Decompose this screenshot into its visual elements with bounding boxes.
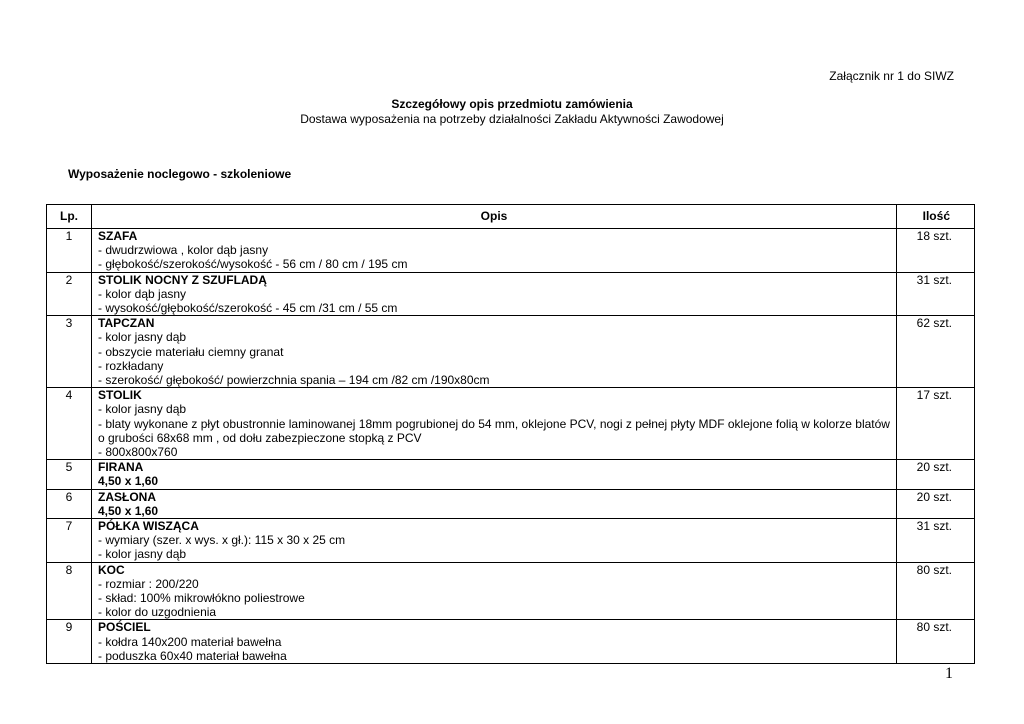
row-quantity: 62 szt. xyxy=(897,316,975,388)
row-description xyxy=(92,316,897,388)
row-description xyxy=(92,460,897,489)
header-qty: Ilość xyxy=(897,205,975,229)
row-number: 1 xyxy=(47,229,92,273)
header-desc: Opis xyxy=(92,205,897,229)
table-row xyxy=(47,229,975,273)
row-number: 9 xyxy=(47,620,92,664)
item-spec-line: - szerokość/ głębokość/ powierzchnia spania – 194 cm /82 cm /190x80cm xyxy=(98,373,490,388)
table-header-row xyxy=(47,205,975,229)
document-title: Szczegółowy opis przedmiotu zamówienia xyxy=(391,97,633,111)
item-spec-line: - kolor jasny dąb xyxy=(98,547,187,562)
row-number: 6 xyxy=(47,489,92,518)
table-row xyxy=(47,460,975,489)
item-spec-line: - rozkładany xyxy=(98,358,164,373)
row-quantity: 20 szt. xyxy=(897,489,975,518)
row-description xyxy=(92,562,897,620)
item-name: TAPCZAN xyxy=(98,316,155,331)
row-quantity: 31 szt. xyxy=(897,519,975,563)
item-name: SZAFA xyxy=(98,229,138,243)
row-number: 7 xyxy=(47,519,92,563)
item-spec-line: - obszycie materiału ciemny granat xyxy=(98,344,284,359)
item-spec-line: - kolor dąb jasny xyxy=(98,286,187,301)
item-name: STOLIK xyxy=(98,388,142,403)
row-number: 3 xyxy=(47,316,92,388)
item-spec-line: - głębokość/szerokość/wysokość - 56 cm / 80 cm / 195 cm xyxy=(98,257,408,272)
table-row xyxy=(47,489,975,518)
row-description xyxy=(92,519,897,563)
table-row xyxy=(47,388,975,460)
row-quantity: 18 szt. xyxy=(897,229,975,273)
item-name: POŚCIEL xyxy=(98,620,151,635)
item-spec-line: - kołdra 140x200 materiał bawełna xyxy=(98,634,282,649)
item-name: KOC xyxy=(98,562,125,577)
item-spec-line: - kolor do uzgodnienia xyxy=(98,605,217,620)
item-dimension-line: 4,50 x 1,60 xyxy=(98,474,159,489)
item-spec-line: - wymiary (szer. x wys. x gł.): 115 x 30 x 25 cm xyxy=(98,533,346,548)
item-spec-line: - wysokość/głębokość/szerokość - 45 cm /31 cm / 55 cm xyxy=(98,301,398,316)
item-spec-line: - rozmiar : 200/220 xyxy=(98,576,199,591)
item-name: ZASŁONA xyxy=(98,489,156,504)
row-number: 4 xyxy=(47,388,92,460)
table-row xyxy=(47,562,975,620)
document-subtitle: Dostawa wyposażenia na potrzeby działalności Zakładu Aktywności Zawodowej xyxy=(300,112,724,126)
item-name: STOLIK NOCNY Z SZUFLADĄ xyxy=(98,272,267,287)
header-lp: Lp. xyxy=(47,205,92,229)
row-number: 5 xyxy=(47,460,92,489)
row-description xyxy=(92,229,897,273)
table-row xyxy=(47,272,975,316)
item-name: FIRANA xyxy=(98,460,144,475)
section-title: Wyposażenie noclegowo - szkoleniowe xyxy=(68,167,292,181)
item-spec-line: - kolor jasny dąb xyxy=(98,402,187,417)
row-quantity: 31 szt. xyxy=(897,272,975,316)
row-quantity: 20 szt. xyxy=(897,460,975,489)
row-description xyxy=(92,388,897,460)
item-spec-line: - blaty wykonane z płyt obustronnie laminowanej 18mm pogrubionej do 54 mm, oklejone PCV, nogi z pełnej płyty MDF oklejone folią w kolorze blatów o grubości 68x68 mm , od dołu zabezpieczone stopką z PCV xyxy=(98,416,890,445)
page-number: 1 xyxy=(945,665,953,682)
item-spec-line: - dwudrzwiowa , kolor dąb jasny xyxy=(98,243,269,258)
table-row xyxy=(47,519,975,563)
row-quantity: 80 szt. xyxy=(897,620,975,664)
row-number: 8 xyxy=(47,562,92,620)
item-spec-line: - kolor jasny dąb xyxy=(98,330,187,345)
item-spec-line: - poduszka 60x40 materiał bawełna xyxy=(98,648,287,663)
item-dimension-line: 4,50 x 1,60 xyxy=(98,503,159,518)
row-quantity: 17 szt. xyxy=(897,388,975,460)
item-spec-line: - 800x800x760 xyxy=(98,445,178,460)
row-description xyxy=(92,272,897,316)
item-spec-line: - skład: 100% mikrowłókno poliestrowe xyxy=(98,591,305,606)
table-row xyxy=(47,620,975,664)
row-quantity: 80 szt. xyxy=(897,562,975,620)
row-description xyxy=(92,489,897,518)
row-number: 2 xyxy=(47,272,92,316)
items-table xyxy=(46,204,975,664)
table-row xyxy=(47,316,975,388)
row-description xyxy=(92,620,897,664)
item-name: PÓŁKA WISZĄCA xyxy=(98,519,199,534)
annex-label: Załącznik nr 1 do SIWZ xyxy=(829,69,954,83)
